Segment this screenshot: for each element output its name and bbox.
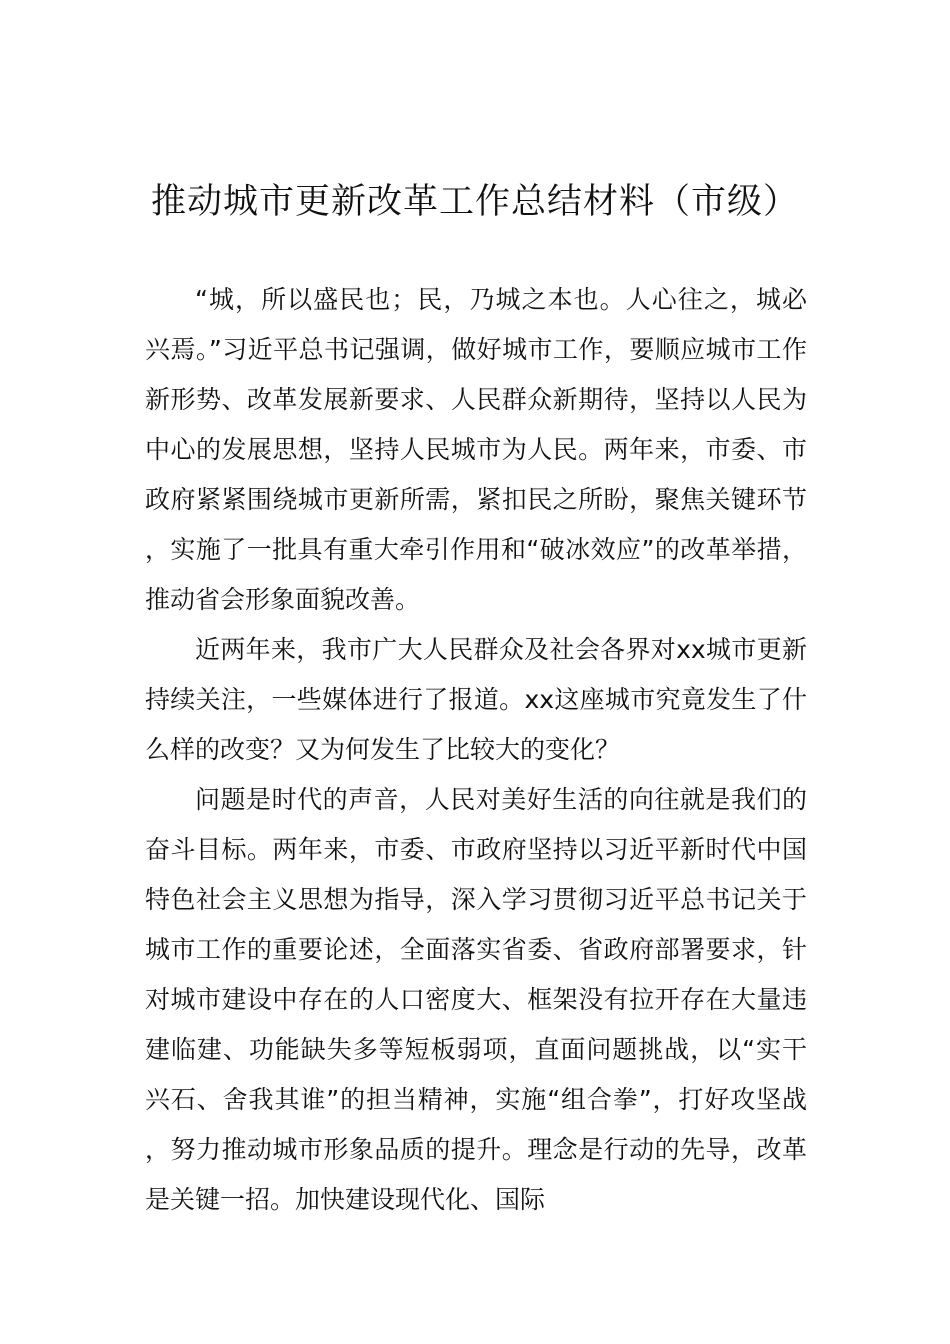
document-title: 推动城市更新改革工作总结材料（市级） xyxy=(150,182,799,222)
document-body xyxy=(145,275,807,1225)
paragraph-2: 近两年来，我市广大人民群众及社会各界对xx城市更新持续关注，一些媒体进行了报道。xx这座城市究竟发生了什么样的改变？又为何发生了比较大的变化？ xyxy=(145,635,807,764)
paragraph-3: 问题是时代的声音，人民对美好生活的向往就是我们的奋斗目标。两年来，市委、市政府坚持以习近平新时代中国特色社会主义思想为指导，深入学习贯彻习近平总书记关于城市工作的重要论述，全面落实省委、省政府部署要求，针对城市建设中存在的人口密度大、框架没有拉开存在大量违建临建、功能缺失多等短板弱项，直面问题挑战，以“实干兴石、舍我其谁”的担当精神，实施“组合拳”，打好攻坚战，努力推动城市形象品质的提升。理念是行动的先导，改革是关键一招。加快建设现代化、国际 xyxy=(145,785,807,1214)
paragraph-1: “城，所以盛民也；民，乃城之本也。人心往之，城必兴焉。”习近平总书记强调，做好城市工作，要顺应城市工作新形势、改革发展新要求、人民群众新期待，坚持以人民为中心的发展思想，坚持人民城市为人民。两年来，市委、市政府紧紧围绕城市更新所需，紧扣民之所盼，聚焦关键环节，实施了一批具有重大牵引作用和“破冰效应”的改革举措，推动省会形象面貌改善。 xyxy=(145,285,807,614)
